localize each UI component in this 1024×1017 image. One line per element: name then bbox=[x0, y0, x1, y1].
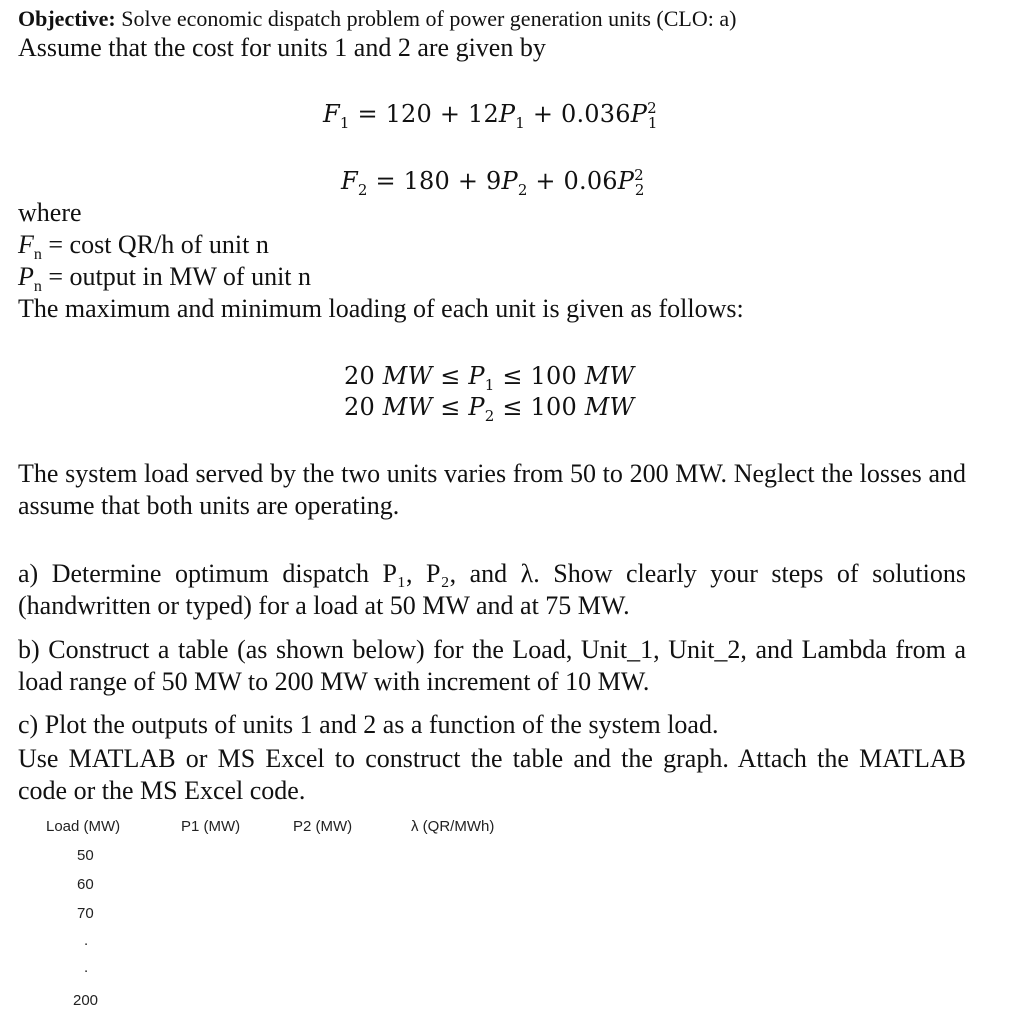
table-header-lambda: λ (QR/MWh) bbox=[411, 818, 495, 835]
limit-p1: 20 MW ≤ $P_1 \le 100$ MW bbox=[344, 362, 635, 394]
table-row: . bbox=[84, 959, 89, 976]
objective-line bbox=[18, 6, 736, 32]
table-header-p2: P2 (MW) bbox=[293, 818, 353, 835]
system-load-paragraph: The system load served by the two units varies from 50 to 200 MW. Neglect the losses and assume that both units are operating. bbox=[18, 459, 966, 520]
table-row: 200 bbox=[73, 992, 99, 1009]
equation-f2: $F_2 = 180 + 9P_2 + 0.06P^2_2$ bbox=[341, 166, 645, 199]
table-header-load: Load (MW) bbox=[46, 818, 121, 835]
where-label: where bbox=[18, 198, 82, 227]
table-row: 70 bbox=[77, 905, 94, 922]
objective-label: Objective: bbox=[18, 6, 116, 31]
part-a: a) Determine optimum dispatch P₁, P₂, and λ. Show clearly your steps of solutions (handwritten or typed) for a load at 50 MW and at 75 MW. bbox=[18, 559, 966, 620]
objective-text: Solve economic dispatch problem of power generation units (CLO: a) bbox=[121, 6, 737, 31]
equation-f1: $F_1 = 120 + 12P_1 + 0.036P^2_1$ bbox=[323, 99, 658, 132]
intro-text: Assume that the cost for units 1 and 2 are given by bbox=[18, 33, 546, 62]
limit-p2: 20 MW ≤ $P_2 \le 100$ MW bbox=[344, 393, 635, 425]
table-row: . bbox=[84, 932, 89, 949]
table-row: 60 bbox=[77, 876, 94, 893]
definition-pn: $P_n$ = output in MW of unit n bbox=[18, 262, 312, 296]
instruction-paragraph: Use MATLAB or MS Excel to construct the table and the graph. Attach the MATLAB code or the MS Excel code. bbox=[18, 744, 966, 805]
table-row: 50 bbox=[77, 847, 94, 864]
table-header-p1: P1 (MW) bbox=[181, 818, 241, 835]
part-b: b) Construct a table (as shown below) for the Load, Unit_1, Unit_2, and Lambda from a load range of 50 MW to 200 MW with increment of 10 MW. bbox=[18, 635, 966, 696]
limits-intro: The maximum and minimum loading of each unit is given as follows: bbox=[18, 294, 744, 323]
part-c: c) Plot the outputs of units 1 and 2 as a function of the system load. bbox=[18, 710, 719, 739]
load-table bbox=[0, 814, 600, 1014]
definition-fn: $F_n = \cos t$ QR/h of unit n bbox=[18, 230, 269, 264]
